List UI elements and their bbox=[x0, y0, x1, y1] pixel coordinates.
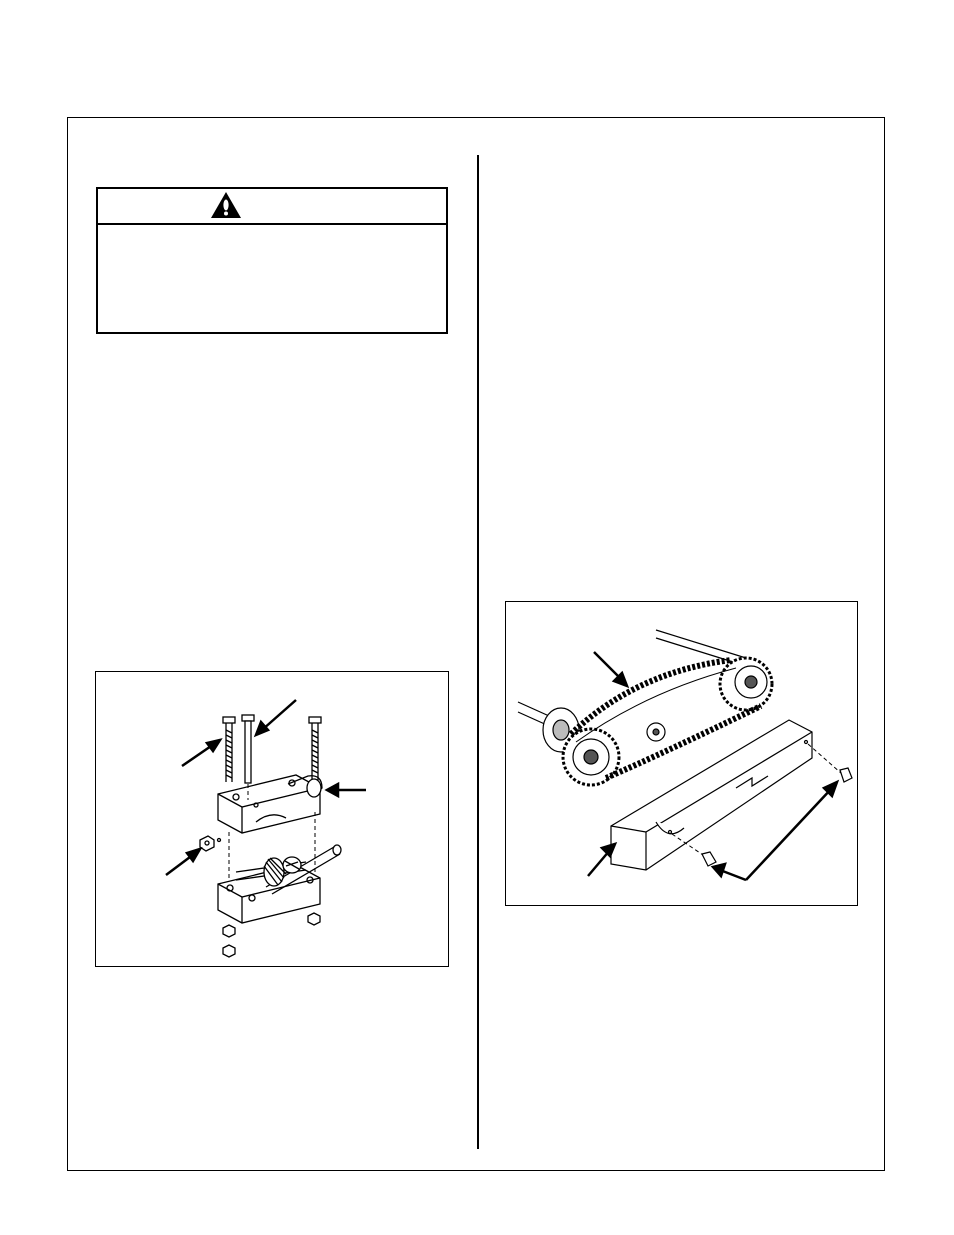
long-bolt-left bbox=[223, 717, 235, 782]
column-divider bbox=[477, 155, 479, 1149]
warning-header bbox=[98, 189, 446, 225]
chain-drive-figure bbox=[505, 601, 858, 906]
warning-triangle-icon bbox=[210, 191, 242, 219]
dowel-pin bbox=[242, 715, 254, 783]
gearbox-figure bbox=[95, 671, 449, 967]
long-bolt-right bbox=[309, 717, 321, 780]
gearbox-exploded-illustration bbox=[96, 672, 450, 968]
warning-body bbox=[98, 225, 446, 245]
chain-drive-illustration bbox=[506, 602, 859, 907]
warning-box bbox=[96, 187, 448, 334]
